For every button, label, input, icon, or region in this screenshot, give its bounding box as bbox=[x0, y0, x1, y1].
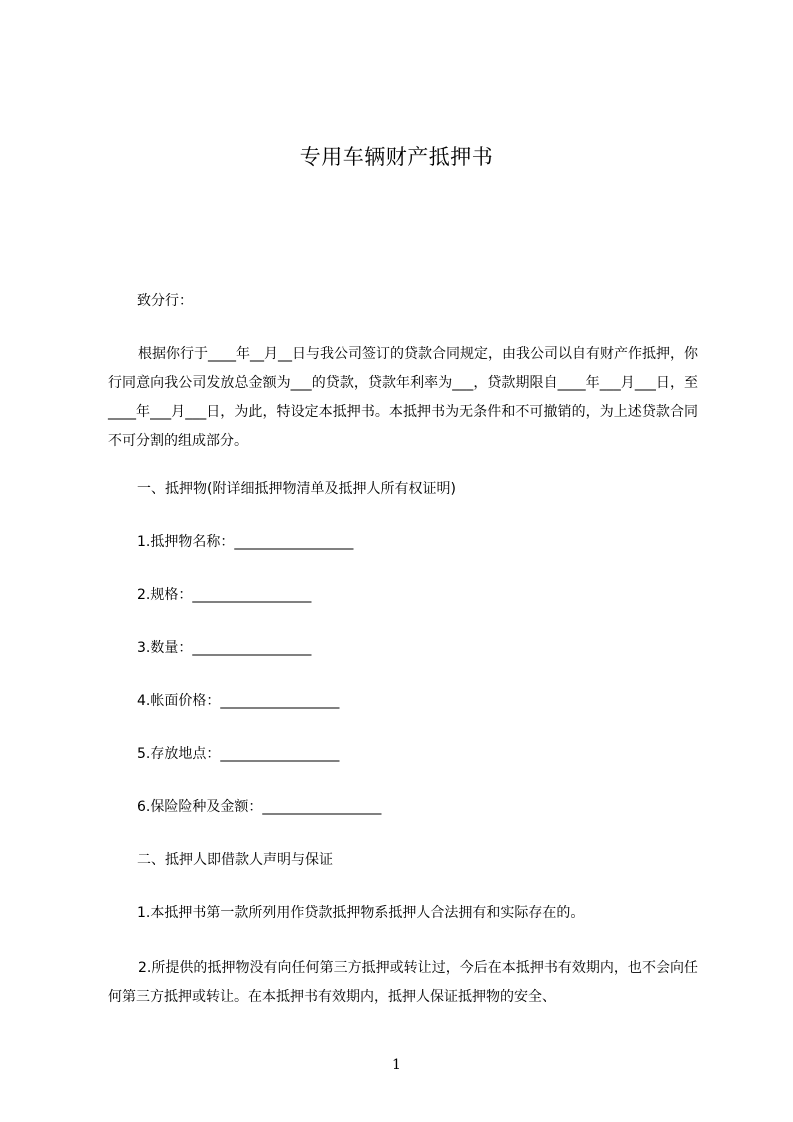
page-number: 1 bbox=[392, 1057, 401, 1073]
salutation: 致分行： bbox=[137, 293, 193, 309]
list-item-specification: 2.规格：_________________ bbox=[137, 587, 312, 603]
list-item-book-value: 4.帐面价格：_________________ bbox=[137, 693, 340, 709]
clause-2: 2.所提供的抵押物没有向任何第三方抵押或转让过，今后在本抵押书有效期内，也不会向任何第三方抵押或转让。在本抵押书有效期内，抵押人保证抵押物的安全、 bbox=[108, 960, 698, 1005]
list-item-insurance: 6.保险险种及金额：_________________ bbox=[137, 799, 382, 815]
page-title: 专用车辆财产抵押书 bbox=[299, 145, 494, 169]
list-item-storage-location: 5.存放地点：_________________ bbox=[137, 746, 340, 762]
section-1-heading: 一、抵押物(附详细抵押物清单及抵押人所有权证明) bbox=[137, 481, 456, 497]
list-item-quantity: 3.数量：_________________ bbox=[137, 640, 312, 656]
list-item-mortgage-name: 1.抵押物名称：_________________ bbox=[137, 534, 354, 550]
intro-paragraph: 根据你行于____年__月__日与我公司签订的贷款合同规定，由我公司以自有财产作抵押，你行同意向我公司发放总金额为___的贷款，贷款年利率为___，贷款期限自____年___月___日，至____年___月___日，为此，特设定本抵押书。本抵押书为无条件和不可撤销的，为上述贷款合同不可分割的组成部分。 bbox=[108, 346, 698, 449]
section-2-heading: 二、抵押人即借款人声明与保证 bbox=[137, 852, 333, 868]
clause-1: 1.本抵押书第一款所列用作贷款抵押物系抵押人合法拥有和实际存在的。 bbox=[137, 905, 585, 921]
